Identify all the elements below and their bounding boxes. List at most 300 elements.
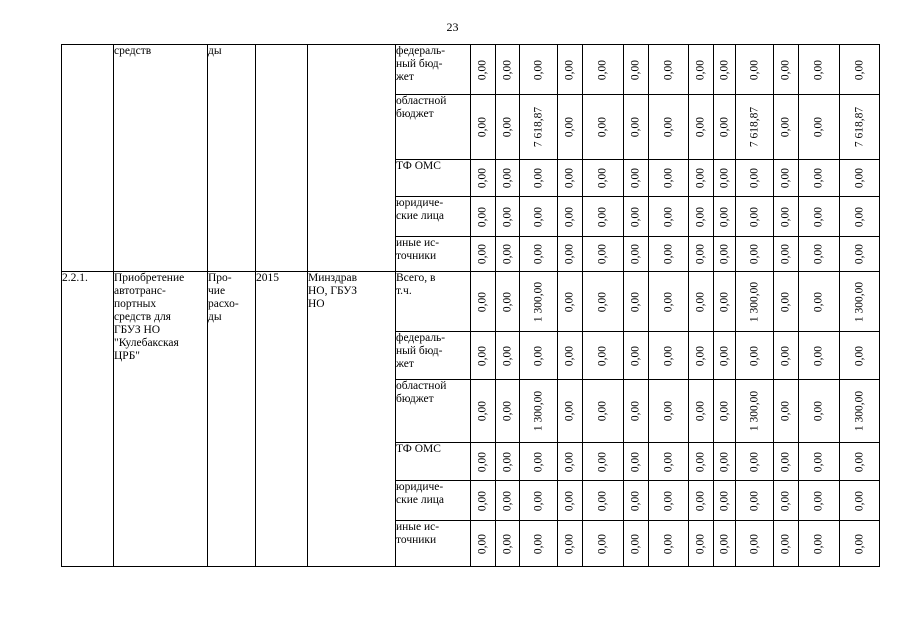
executor: Минздрав НО, ГБУЗ НО	[308, 272, 396, 567]
amount-value: 0,00	[596, 345, 609, 366]
amount-cell	[520, 272, 558, 332]
amount-cell	[736, 197, 774, 237]
amount-value: 0,00	[718, 206, 730, 227]
amount-value: 0,00	[812, 345, 825, 366]
amount-value: 0,00	[532, 533, 544, 554]
amount-value: 0,00	[476, 345, 489, 366]
amount-value: 1 300,00	[532, 281, 544, 322]
amount-cell	[774, 197, 799, 237]
amount-cell	[774, 521, 799, 567]
amount-value: 0,00	[718, 400, 730, 422]
amount-value: 0,00	[501, 345, 513, 366]
amount-value: 0,00	[563, 490, 576, 511]
amount-cell	[649, 160, 689, 197]
amount-value: 0,00	[501, 490, 513, 511]
amount-cell	[840, 237, 880, 272]
amount-value: 0,00	[779, 400, 792, 422]
amount-value: 0,00	[563, 291, 576, 312]
amount-cell	[624, 332, 649, 380]
amount-cell	[689, 95, 714, 160]
amount-cell	[624, 481, 649, 521]
amount-value: 1 300,00	[853, 390, 865, 432]
amount-cell	[583, 443, 624, 481]
amount-cell	[558, 197, 583, 237]
amount-value: 0,00	[532, 243, 544, 265]
amount-cell	[799, 272, 840, 332]
amount-cell	[624, 272, 649, 332]
item-name: Приобретение автотранс- портных средств для ГБУЗ НО "Кулебакская ЦРБ"	[114, 272, 208, 567]
funding-source: ТФ ОМС	[396, 443, 471, 481]
amount-value: 0,00	[596, 167, 609, 189]
amount-cell	[689, 521, 714, 567]
amount-value: 0,00	[629, 291, 642, 312]
amount-value: 0,00	[501, 206, 513, 227]
amount-cell	[583, 45, 624, 95]
amount-value: 0,00	[662, 345, 674, 366]
amount-cell	[840, 380, 880, 443]
amount-cell	[714, 380, 736, 443]
amount-value: 0,00	[563, 533, 576, 554]
amount-cell	[736, 443, 774, 481]
amount-cell	[624, 95, 649, 160]
amount-value: 0,00	[853, 167, 865, 189]
amount-value: 0,00	[476, 167, 489, 189]
funding-source: областной бюджет	[396, 95, 471, 160]
amount-value: 0,00	[718, 243, 730, 265]
amount-cell	[736, 95, 774, 160]
amount-cell	[840, 481, 880, 521]
amount-value: 0,00	[694, 116, 707, 138]
amount-cell	[496, 160, 520, 197]
amount-cell	[689, 45, 714, 95]
amount-cell	[496, 481, 520, 521]
amount-value: 0,00	[629, 59, 642, 80]
amount-cell	[840, 443, 880, 481]
funding-source: Всего, в т.ч.	[396, 272, 471, 332]
amount-value: 0,00	[662, 116, 674, 138]
amount-cell	[624, 160, 649, 197]
amount-value: 0,00	[629, 533, 642, 554]
amount-value: 0,00	[501, 167, 513, 189]
amount-cell	[520, 380, 558, 443]
amount-value: 0,00	[563, 116, 576, 138]
amount-cell	[649, 380, 689, 443]
amount-cell	[799, 481, 840, 521]
funding-source: иные ис- точники	[396, 521, 471, 567]
amount-value: 0,00	[748, 345, 760, 366]
item-number: 2.2.1.	[62, 272, 114, 567]
amount-value: 7 618,87	[532, 106, 544, 148]
amount-cell	[520, 521, 558, 567]
amount-value: 0,00	[476, 533, 489, 554]
amount-value: 1 300,00	[748, 281, 760, 322]
amount-value: 0,00	[694, 206, 707, 227]
amount-cell	[689, 160, 714, 197]
amount-cell	[583, 380, 624, 443]
amount-value: 0,00	[476, 490, 489, 511]
amount-value: 0,00	[563, 345, 576, 366]
amount-cell	[496, 272, 520, 332]
amount-value: 0,00	[629, 116, 642, 138]
expense-type: ды	[208, 45, 256, 272]
amount-cell	[624, 443, 649, 481]
amount-cell	[840, 521, 880, 567]
amount-cell	[471, 160, 496, 197]
amount-cell	[736, 332, 774, 380]
amount-value: 0,00	[501, 533, 513, 554]
amount-cell	[774, 272, 799, 332]
amount-cell	[799, 380, 840, 443]
amount-cell	[649, 521, 689, 567]
amount-cell	[520, 45, 558, 95]
amount-value: 0,00	[501, 451, 513, 472]
amount-value: 0,00	[596, 291, 609, 312]
amount-cell	[840, 160, 880, 197]
amount-value: 0,00	[812, 206, 825, 227]
amount-cell	[714, 197, 736, 237]
amount-value: 0,00	[779, 116, 792, 138]
amount-cell	[649, 95, 689, 160]
amount-value: 0,00	[812, 490, 825, 511]
amount-cell	[774, 481, 799, 521]
amount-value: 0,00	[662, 243, 674, 265]
amount-cell	[520, 481, 558, 521]
amount-cell	[799, 197, 840, 237]
amount-cell	[496, 95, 520, 160]
funding-source: иные ис- точники	[396, 237, 471, 272]
amount-value: 0,00	[718, 167, 730, 189]
amount-value: 0,00	[662, 291, 674, 312]
amount-value: 0,00	[812, 533, 825, 554]
funding-source: юридиче- ские лица	[396, 481, 471, 521]
amount-value: 0,00	[748, 243, 760, 265]
amount-cell	[736, 481, 774, 521]
amount-cell	[689, 481, 714, 521]
amount-value: 0,00	[812, 400, 825, 422]
amount-cell	[736, 237, 774, 272]
amount-cell	[558, 443, 583, 481]
amount-value: 0,00	[476, 116, 489, 138]
amount-value: 0,00	[563, 400, 576, 422]
amount-value: 0,00	[629, 167, 642, 189]
amount-cell	[736, 521, 774, 567]
amount-cell	[520, 443, 558, 481]
amount-value: 0,00	[853, 59, 865, 80]
item-number	[62, 45, 114, 272]
amount-cell	[714, 272, 736, 332]
amount-value: 0,00	[596, 243, 609, 265]
amount-value: 0,00	[779, 490, 792, 511]
amount-value: 0,00	[476, 243, 489, 265]
amount-value: 0,00	[812, 451, 825, 472]
amount-cell	[496, 443, 520, 481]
amount-cell	[496, 332, 520, 380]
amount-value: 0,00	[476, 59, 489, 80]
amount-cell	[471, 481, 496, 521]
amount-value: 7 618,87	[853, 106, 865, 148]
amount-cell	[583, 95, 624, 160]
amount-cell	[714, 160, 736, 197]
amount-value: 0,00	[718, 533, 730, 554]
amount-value: 0,00	[694, 291, 707, 312]
amount-cell	[624, 521, 649, 567]
year: 2015	[256, 272, 308, 567]
amount-cell	[471, 443, 496, 481]
amount-value: 0,00	[853, 451, 865, 472]
year	[256, 45, 308, 272]
amount-cell	[799, 521, 840, 567]
amount-cell	[583, 197, 624, 237]
amount-value: 0,00	[694, 533, 707, 554]
amount-cell	[840, 45, 880, 95]
amount-value: 0,00	[563, 206, 576, 227]
amount-value: 0,00	[812, 291, 825, 312]
amount-value: 0,00	[662, 533, 674, 554]
amount-cell	[471, 332, 496, 380]
amount-value: 0,00	[662, 451, 674, 472]
budget-table	[61, 44, 880, 567]
amount-cell	[649, 443, 689, 481]
amount-cell	[714, 45, 736, 95]
amount-value: 0,00	[596, 533, 609, 554]
amount-value: 1 300,00	[748, 390, 760, 432]
amount-cell	[736, 380, 774, 443]
amount-value: 0,00	[629, 243, 642, 265]
amount-cell	[714, 481, 736, 521]
amount-value: 7 618,87	[748, 106, 760, 148]
funding-source: юридиче- ские лица	[396, 197, 471, 237]
amount-cell	[624, 45, 649, 95]
amount-value: 0,00	[779, 206, 792, 227]
amount-value: 0,00	[812, 116, 825, 138]
amount-cell	[649, 197, 689, 237]
amount-cell	[583, 160, 624, 197]
amount-value: 0,00	[779, 345, 792, 366]
amount-cell	[714, 332, 736, 380]
amount-cell	[496, 197, 520, 237]
amount-value: 0,00	[694, 400, 707, 422]
amount-cell	[799, 237, 840, 272]
amount-cell	[689, 237, 714, 272]
amount-cell	[471, 197, 496, 237]
amount-cell	[774, 443, 799, 481]
amount-cell	[583, 237, 624, 272]
amount-value: 0,00	[779, 533, 792, 554]
amount-cell	[496, 45, 520, 95]
amount-cell	[774, 237, 799, 272]
amount-value: 0,00	[476, 451, 489, 472]
amount-cell	[689, 197, 714, 237]
amount-value: 0,00	[629, 206, 642, 227]
amount-value: 0,00	[748, 59, 760, 80]
amount-cell	[689, 332, 714, 380]
amount-value: 0,00	[718, 490, 730, 511]
amount-cell	[799, 45, 840, 95]
amount-cell	[624, 380, 649, 443]
amount-value: 0,00	[596, 490, 609, 511]
amount-cell	[799, 443, 840, 481]
amount-cell	[714, 443, 736, 481]
amount-value: 0,00	[563, 451, 576, 472]
amount-cell	[496, 380, 520, 443]
amount-value: 0,00	[629, 451, 642, 472]
amount-cell	[840, 332, 880, 380]
amount-value: 0,00	[629, 400, 642, 422]
amount-cell	[840, 272, 880, 332]
table-row	[62, 272, 880, 332]
amount-value: 0,00	[853, 533, 865, 554]
amount-cell	[736, 45, 774, 95]
amount-cell	[520, 332, 558, 380]
amount-value: 0,00	[718, 59, 730, 80]
amount-cell	[520, 237, 558, 272]
amount-value: 0,00	[563, 59, 576, 80]
amount-cell	[714, 237, 736, 272]
amount-value: 0,00	[779, 59, 792, 80]
amount-value: 0,00	[629, 490, 642, 511]
amount-cell	[471, 272, 496, 332]
amount-cell	[471, 95, 496, 160]
amount-cell	[649, 481, 689, 521]
amount-cell	[558, 481, 583, 521]
amount-cell	[558, 45, 583, 95]
amount-cell	[689, 443, 714, 481]
amount-cell	[471, 237, 496, 272]
amount-value: 0,00	[853, 490, 865, 511]
amount-cell	[799, 95, 840, 160]
amount-value: 0,00	[779, 243, 792, 265]
amount-value: 0,00	[694, 490, 707, 511]
amount-value: 0,00	[596, 451, 609, 472]
amount-cell	[558, 521, 583, 567]
amount-cell	[558, 160, 583, 197]
amount-value: 0,00	[748, 490, 760, 511]
amount-value: 0,00	[476, 291, 489, 312]
amount-value: 0,00	[501, 291, 513, 312]
amount-value: 0,00	[812, 167, 825, 189]
amount-cell	[774, 380, 799, 443]
amount-value: 0,00	[748, 451, 760, 472]
amount-value: 0,00	[596, 116, 609, 138]
amount-cell	[649, 237, 689, 272]
amount-value: 0,00	[476, 206, 489, 227]
amount-cell	[689, 272, 714, 332]
amount-value: 0,00	[694, 345, 707, 366]
amount-cell	[689, 380, 714, 443]
amount-value: 0,00	[501, 400, 513, 422]
amount-cell	[649, 332, 689, 380]
amount-value: 0,00	[779, 451, 792, 472]
amount-cell	[649, 45, 689, 95]
amount-value: 0,00	[563, 243, 576, 265]
amount-cell	[520, 160, 558, 197]
amount-value: 1 300,00	[532, 390, 544, 432]
amount-cell	[558, 95, 583, 160]
amount-value: 0,00	[779, 167, 792, 189]
table-row	[62, 45, 880, 95]
page-number: 23	[446, 20, 459, 34]
amount-cell	[799, 160, 840, 197]
expense-type: Про- чие расхо- ды	[208, 272, 256, 567]
funding-source: федераль- ный бюд- жет	[396, 45, 471, 95]
amount-value: 0,00	[718, 345, 730, 366]
funding-source: областной бюджет	[396, 380, 471, 443]
amount-value: 0,00	[532, 206, 544, 227]
amount-cell	[774, 45, 799, 95]
amount-value: 0,00	[694, 243, 707, 265]
amount-value: 0,00	[662, 59, 674, 80]
amount-cell	[558, 332, 583, 380]
amount-value: 0,00	[532, 451, 544, 472]
amount-value: 0,00	[748, 206, 760, 227]
amount-cell	[583, 332, 624, 380]
amount-cell	[624, 197, 649, 237]
amount-value: 0,00	[563, 167, 576, 189]
amount-cell	[520, 197, 558, 237]
amount-value: 0,00	[662, 400, 674, 422]
amount-value: 0,00	[718, 116, 730, 138]
amount-value: 0,00	[812, 243, 825, 265]
amount-value: 0,00	[532, 490, 544, 511]
amount-value: 0,00	[596, 206, 609, 227]
amount-value: 0,00	[532, 167, 544, 189]
funding-source: федераль- ный бюд- жет	[396, 332, 471, 380]
amount-cell	[583, 521, 624, 567]
amount-cell	[558, 272, 583, 332]
amount-cell	[558, 380, 583, 443]
amount-cell	[471, 45, 496, 95]
amount-cell	[840, 95, 880, 160]
amount-value: 1 300,00	[853, 281, 865, 322]
amount-value: 0,00	[501, 116, 513, 138]
item-name: средств	[114, 45, 208, 272]
amount-value: 0,00	[694, 451, 707, 472]
amount-value: 0,00	[853, 345, 865, 366]
amount-value: 0,00	[596, 59, 609, 80]
amount-cell	[471, 380, 496, 443]
amount-value: 0,00	[532, 59, 544, 80]
amount-value: 0,00	[779, 291, 792, 312]
amount-cell	[774, 332, 799, 380]
amount-value: 0,00	[501, 243, 513, 265]
amount-value: 0,00	[662, 167, 674, 189]
amount-value: 0,00	[476, 400, 489, 422]
amount-cell	[583, 272, 624, 332]
amount-cell	[774, 95, 799, 160]
amount-cell	[583, 481, 624, 521]
amount-value: 0,00	[748, 533, 760, 554]
amount-cell	[471, 521, 496, 567]
amount-value: 0,00	[532, 345, 544, 366]
amount-cell	[840, 197, 880, 237]
amount-value: 0,00	[501, 59, 513, 80]
amount-cell	[736, 272, 774, 332]
amount-value: 0,00	[694, 167, 707, 189]
amount-value: 0,00	[812, 59, 825, 80]
amount-value: 0,00	[662, 206, 674, 227]
amount-value: 0,00	[853, 206, 865, 227]
amount-value: 0,00	[718, 451, 730, 472]
amount-cell	[624, 237, 649, 272]
amount-cell	[496, 521, 520, 567]
amount-value: 0,00	[629, 345, 642, 366]
amount-cell	[714, 95, 736, 160]
amount-value: 0,00	[748, 167, 760, 189]
amount-value: 0,00	[694, 59, 707, 80]
amount-cell	[649, 272, 689, 332]
amount-value: 0,00	[596, 400, 609, 422]
amount-cell	[714, 521, 736, 567]
